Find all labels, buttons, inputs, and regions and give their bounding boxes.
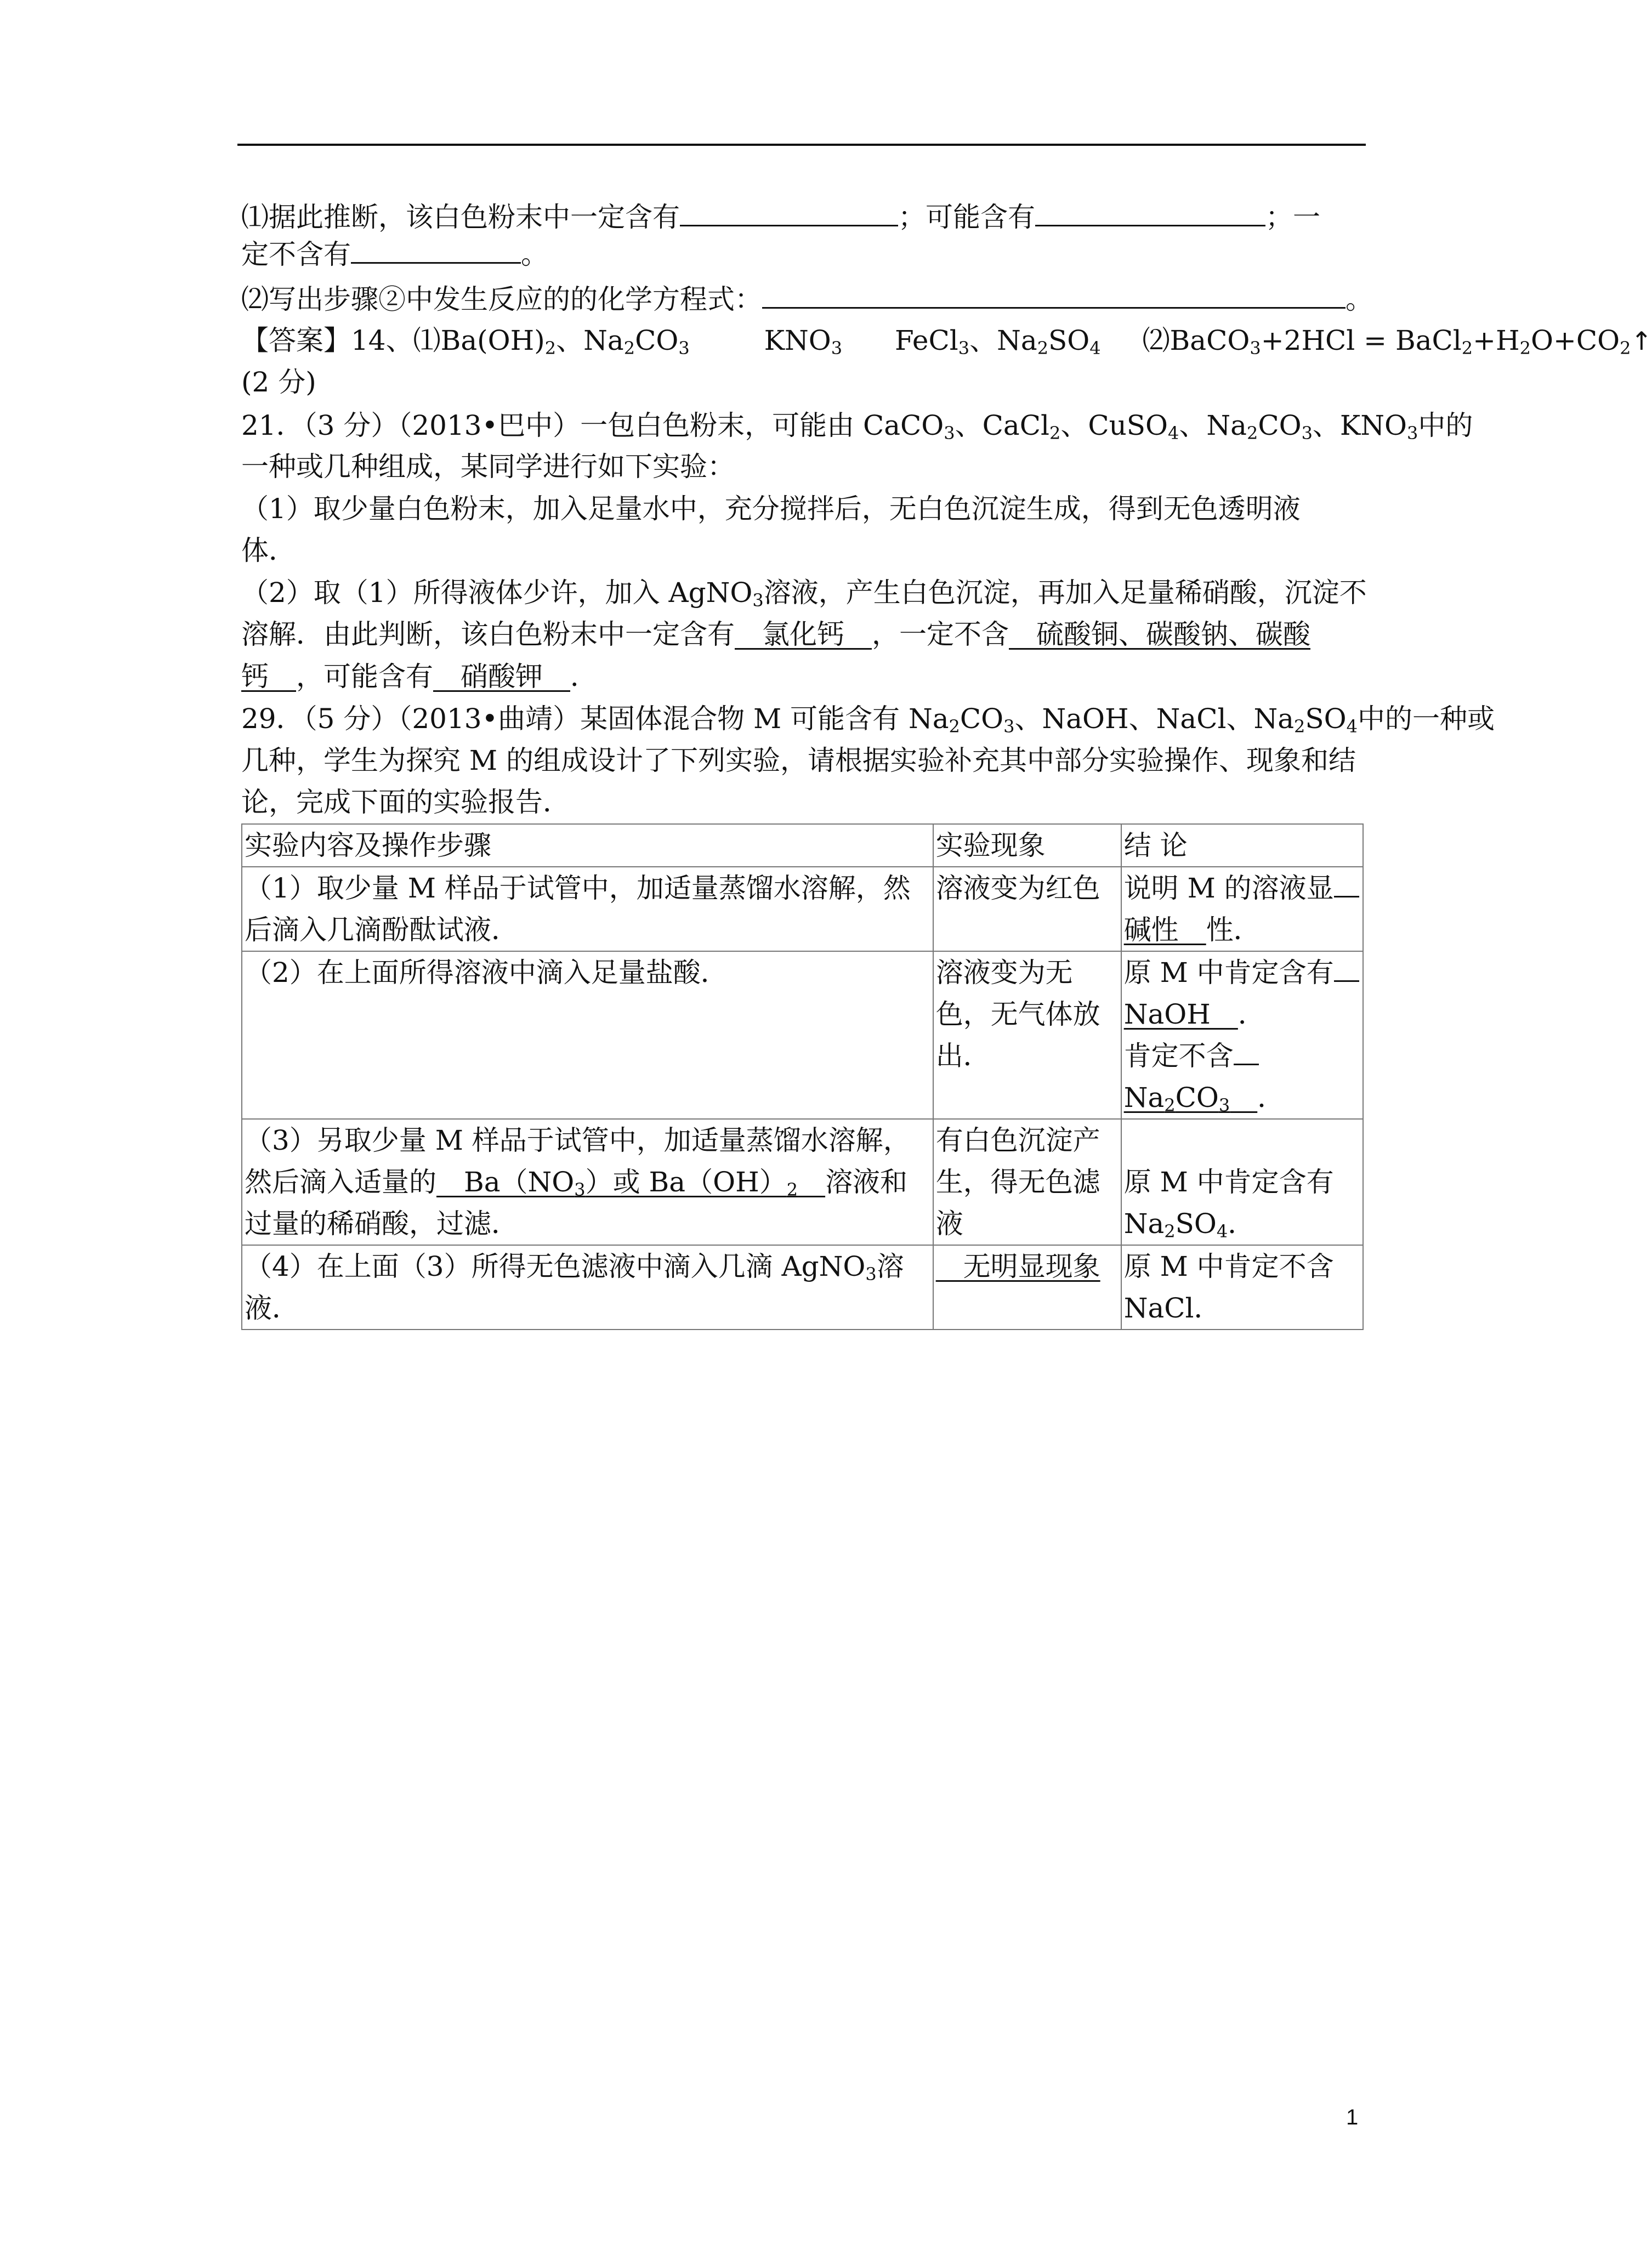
- answer-text: +H: [1473, 325, 1520, 356]
- table-row: [242, 1245, 1363, 1330]
- cell-text: （3）另取少量 M 样品于试管中，加适量蒸馏水溶解，然后滴入适量的: [245, 1124, 911, 1198]
- q14-score: (2 分): [241, 366, 316, 398]
- q21-text: 、KNO: [1312, 410, 1407, 441]
- cell-text: 原 M 中肯定含有: [1123, 957, 1334, 989]
- q21-line-3: （1）取少量白色粉末，加入足量水中，充分搅拌后，无白色沉淀生成，得到无色透明液: [241, 493, 1301, 525]
- table-cell: [933, 1245, 1121, 1330]
- q14-answer: 【答案】14、$⑴Ba(OH)_2$、$Na_2CO_3$ $KNO_3$ FeCl$_3$、$Na_2SO_4$ ⑵BaCO$_3$+2HCl = $BaCl_2+H_2O+CO_2↑$: [241, 325, 1652, 359]
- filled-answer: 碱性: [1123, 914, 1206, 946]
- table-cell: 原 M 中肯定含有 $Na_2SO_4$．: [1121, 1119, 1363, 1245]
- filled-answer: 硝酸钾: [433, 661, 570, 692]
- cell-text: 说明 M 的溶液显: [1123, 872, 1334, 904]
- table-cell: （4）在上面（3）所得无色滤液中滴入几滴 AgNO$_3$溶液．: [242, 1245, 933, 1330]
- cell-text: SO: [1175, 1208, 1217, 1240]
- q14-text: ⑴据此推断，该白色粉末中一定含有: [241, 201, 680, 233]
- table-cell: 有白色沉淀产生，得无色滤液: [933, 1119, 1121, 1245]
- q21-text: （2）取（1）所得液体少许，加入 AgNO: [241, 577, 753, 609]
- answer-blank: [1334, 958, 1359, 982]
- filled-answer: $Ba(NO_3)$或 $Ba(OH)_2$: [436, 1166, 798, 1200]
- q14-text: ；一: [1265, 201, 1320, 233]
- filled-answer: 钙: [241, 661, 296, 692]
- q21-text: 溶解．由此判断，该白色粉末中一定含有: [241, 618, 735, 650]
- cell-text: 溶液．: [245, 1251, 904, 1324]
- q21-line-7: [241, 660, 598, 694]
- q29-line-1: 29．（5 分）（2013•曲靖）某固体混合物 M 可能含有 $Na_2CO_3$、NaOH、NaCl、$Na_2SO_4$中的一种或: [241, 703, 1495, 737]
- answer-text: 、Na: [556, 325, 624, 356]
- q14-line-1: [241, 198, 1320, 234]
- q21-text: CO: [1258, 410, 1302, 441]
- q29-text: CO: [960, 703, 1004, 735]
- answer-blank: [1234, 1042, 1259, 1065]
- table-cell: [1121, 867, 1363, 951]
- table-cell: 原 M 中肯定不含 NaCl．: [1121, 1245, 1363, 1330]
- q21-line-4: 体．: [241, 535, 296, 566]
- q14-text: ；可能含有: [898, 201, 1035, 233]
- answer-blank: [1035, 198, 1265, 226]
- q21-text: 21．（3 分）（2013•巴中）一包白色粉末，可能由 CaCO: [241, 410, 944, 441]
- answer-text: O+CO: [1531, 325, 1620, 356]
- formula-part: Ba（NO: [436, 1166, 575, 1198]
- q21-text: 、Na: [1179, 410, 1247, 441]
- filled-answer: 氯化钙: [735, 618, 872, 650]
- cell-text: 肯定不含: [1123, 1040, 1234, 1072]
- answer-text: SO: [1048, 325, 1090, 356]
- table-row: [242, 867, 1363, 951]
- q29-text: SO: [1305, 703, 1347, 735]
- table-cell: [242, 1119, 933, 1245]
- q29-line-2: 几种，学生为探究 M 的组成设计了下列实验，请根据实验补充其中部分实验操作、现象和结: [241, 745, 1356, 776]
- q14-line-3: [241, 281, 1373, 316]
- q21-line-2: 一种或几种组成，某同学进行如下实验：: [241, 451, 735, 482]
- formula-part: Na: [1123, 1082, 1165, 1114]
- q21-text: 溶液，产生白色沉淀，再加入足量稀硝酸，沉淀不: [763, 577, 1367, 609]
- table-row: [242, 1119, 1363, 1245]
- cell-text: 溶液和过量的稀硝酸，过滤．: [245, 1166, 908, 1240]
- answer-text: FeCl: [894, 325, 958, 356]
- answer-text: 、Na: [969, 325, 1037, 356]
- answer-text: CO: [635, 325, 679, 356]
- q14-line-2: [241, 236, 548, 271]
- q14-text: 。: [1346, 283, 1373, 315]
- q21-text: 、CaCl: [955, 410, 1049, 441]
- q29-text: 中的一种或: [1357, 703, 1495, 735]
- filled-answer: 无明显现象: [935, 1251, 1100, 1282]
- q21-text: ．: [570, 661, 598, 692]
- table-cell: （2）在上面所得溶液中滴入足量盐酸．: [242, 951, 933, 1119]
- q21-line-1: 21．（3 分）（2013•巴中）一包白色粉末，可能由 CaCO$_3$、CaCl$_2$、CuSO$_4$、$Na_2CO_3$、$KNO_3$中的: [241, 410, 1473, 444]
- cell-text: ．: [1257, 1082, 1285, 1114]
- q14-text: 定不含有: [241, 238, 351, 270]
- q21-text: ，可能含有: [296, 661, 433, 692]
- cell-text: ．: [1237, 998, 1265, 1030]
- cell-text: （4）在上面（3）所得无色滤液中滴入几滴 AgNO: [245, 1251, 866, 1282]
- q14-text: ⑵写出步骤②中发生反应的的化学方程式：: [241, 283, 762, 315]
- header-cell: 实验内容及操作步骤: [242, 824, 933, 867]
- table-header-row: [242, 824, 1363, 867]
- up-arrow-icon: ↑: [1631, 326, 1652, 356]
- answer-blank: [351, 236, 521, 264]
- header-cell: 结 论: [1121, 824, 1363, 867]
- header-rule: [237, 144, 1366, 146]
- filled-answer: NaOH: [1123, 998, 1238, 1030]
- answer-blank: [680, 198, 898, 226]
- table-row: [242, 951, 1363, 1119]
- answer-text: ⑵BaCO: [1142, 325, 1250, 356]
- q29-text: 、NaOH、NaCl、Na: [1014, 703, 1295, 735]
- answer-blank: [1334, 874, 1359, 897]
- cell-text: Na: [1123, 1208, 1165, 1240]
- cell-text: ．: [1228, 1208, 1256, 1240]
- cell-text: 性．: [1206, 914, 1261, 946]
- formula-part: ）或 Ba（OH）: [585, 1166, 787, 1198]
- answer-text: +2HCl = BaCl: [1261, 325, 1462, 356]
- answer-text: KNO: [764, 325, 831, 356]
- q21-line-6: [241, 617, 1310, 651]
- answer-label: 【答案】14、⑴Ba(OH): [241, 325, 545, 356]
- q21-text: 、CuSO: [1060, 410, 1168, 441]
- page-number: 1: [1346, 2105, 1359, 2129]
- formula-part: CO: [1175, 1082, 1219, 1114]
- q21-text: ，一定不含: [872, 618, 1009, 650]
- filled-answer: $Na_2CO_3$: [1123, 1082, 1230, 1116]
- table-cell: 溶液变为红色: [933, 867, 1121, 951]
- table-cell: 溶液变为无色，无气体放出．: [933, 951, 1121, 1119]
- table-cell: （1）取少量 M 样品于试管中，加适量蒸馏水溶解，然后滴入几滴酚酞试液．: [242, 867, 933, 951]
- header-cell: 实验现象: [933, 824, 1121, 867]
- q29-line-3: 论，完成下面的实验报告．: [241, 786, 570, 818]
- table-cell: [1121, 951, 1363, 1119]
- q29-text: 29．（5 分）（2013•曲靖）某固体混合物 M 可能含有 Na: [241, 703, 949, 735]
- answer-blank: [762, 281, 1346, 309]
- cell-text: 原 M 中肯定含有: [1123, 1166, 1334, 1198]
- q21-line-5: （2）取（1）所得液体少许，加入 AgNO$_3$溶液，产生白色沉淀，再加入足量稀硝酸，沉淀不: [241, 577, 1367, 611]
- q14-text: 。: [521, 238, 548, 270]
- experiment-table: [241, 823, 1364, 1330]
- q21-text: 中的: [1418, 410, 1473, 441]
- filled-answer: 硫酸铜、碳酸钠、碳酸: [1009, 618, 1310, 650]
